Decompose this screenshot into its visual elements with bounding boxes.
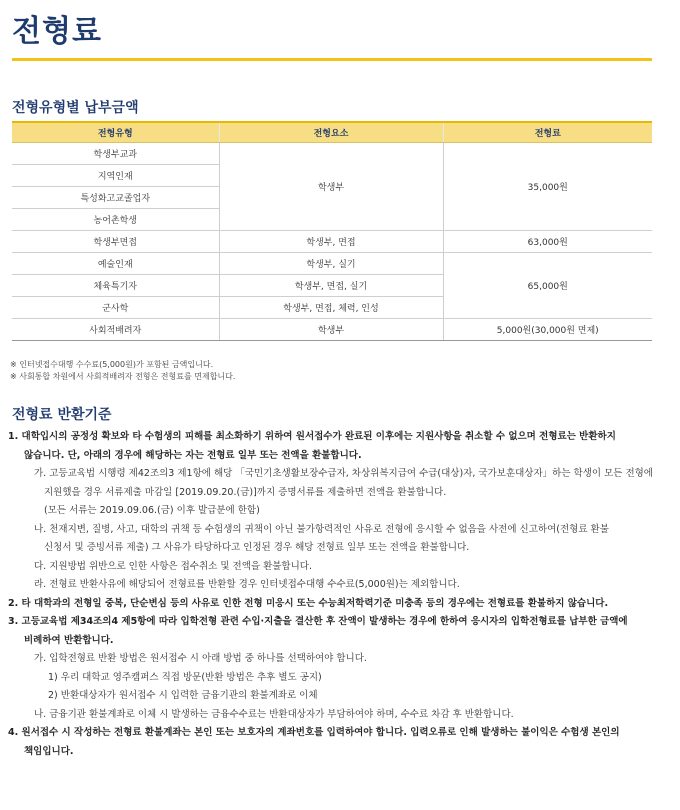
element-cell: 학생부 (219, 142, 443, 230)
header-fee: 전형료 (443, 122, 652, 142)
page-title: 전형료 (12, 14, 102, 49)
header-element: 전형요소 (219, 122, 443, 142)
rule-line: 신청서 및 증빙서류 제출) 그 사유가 타당하다고 인정된 경우 해당 전형료 일부 또는 전액을 환불합니다. (44, 542, 470, 553)
rule-line: 가. 고등교육법 시행령 제42조의3 제1항에 해당 「국민기초생활보장수급자, 차상위복지급여 수급(대상)자, 국가보훈대상자」하는 학생이 모든 전형에 (34, 468, 653, 479)
fee-cell: 65,000원 (443, 252, 652, 318)
rule-line: 라. 전형료 반환사유에 해당되어 전형료를 반환할 경우 인터넷접수대행 수수료(5,000원)는 제외합니다. (34, 579, 460, 590)
type-cell: 지역인재 (12, 164, 219, 186)
rule-line: 4. 원서접수 시 작성하는 전형료 환불계좌는 본인 또는 보호자의 계좌번호를 입력하여야 합니다. 입력오류로 인해 발생하는 불이익은 수험생 본인의 (8, 727, 620, 738)
rule-line: 가. 입학전형료 반환 방법은 원서접수 시 아래 방법 중 하나를 선택하여야 합니다. (34, 653, 367, 664)
type-cell: 학생부교과 (12, 142, 219, 164)
fee-table (12, 121, 652, 341)
type-cell: 군사학 (12, 296, 219, 318)
table-row (12, 252, 652, 274)
refund-section-title: 전형료 반환기준 (12, 407, 112, 423)
element-cell: 학생부, 실기 (219, 252, 443, 274)
refund-rules (8, 428, 658, 761)
rule-line: 2) 반환대상자가 원서접수 시 입력한 금융기관의 환불계좌로 이체 (48, 690, 318, 701)
fee-cell: 63,000원 (443, 230, 652, 252)
table-header-row (12, 122, 652, 142)
rule-line: 지원했을 경우 서류제출 마감일 [2019.09.20.(금)]까지 증명서류를 제출하면 전액을 환불합니다. (44, 486, 447, 498)
title-divider (12, 58, 652, 61)
type-cell: 사회적배려자 (12, 318, 219, 340)
element-cell: 학생부, 면접, 체력, 인성 (219, 296, 443, 318)
rule-line: (모든 서류는 2019.09.06.(금) 이후 발급분에 한함) (44, 505, 260, 516)
rule-line: 1) 우리 대학교 영주캠퍼스 직접 방문(반환 방법은 추후 별도 공지) (48, 671, 322, 683)
rule-line: 2. 타 대학과의 전형일 중복, 단순변심 등의 사유로 인한 전형 미응시 또는 수능최저학력기준 미충족 등의 경우에는 전형료를 환불하지 않습니다. (8, 597, 609, 609)
element-cell: 학생부, 면접 (219, 230, 443, 252)
element-cell: 학생부 (219, 318, 443, 340)
table-row (12, 230, 652, 252)
table-row (12, 318, 652, 340)
type-cell: 특성화고교졸업자 (12, 186, 219, 208)
type-cell: 농어촌학생 (12, 208, 219, 230)
fee-cell: 35,000원 (443, 142, 652, 230)
rule-line: 나. 천재지변, 질병, 사고, 대학의 귀책 등 수험생의 귀책이 아닌 불가항력적인 사유로 전형에 응시할 수 없음을 사전에 신고하여(전형료 환불 (34, 523, 609, 535)
rule-line: 비례하여 반환합니다. (24, 634, 114, 646)
note-line: ※ 사회통합 차원에서 사회적배려자 전형은 전형료를 면제합니다. (10, 372, 236, 381)
note-line: ※ 인터넷접수대행 수수료(5,000원)가 포함된 금액입니다. (10, 360, 214, 369)
rule-line: 다. 지원방법 위반으로 인한 사항은 접수취소 및 전액을 환불합니다. (34, 560, 312, 572)
rule-line: 않습니다. 단, 아래의 경우에 해당하는 자는 전형료 일부 또는 전액을 환불합니다. (24, 449, 362, 461)
type-cell: 예술인재 (12, 252, 219, 274)
rule-line: 1. 대학입시의 공정성 확보와 타 수험생의 피해를 최소화하기 위하여 원서접수가 완료된 이후에는 지원사항을 취소할 수 없으며 전형료는 반환하지 (8, 431, 616, 442)
element-cell: 학생부, 면접, 실기 (219, 274, 443, 296)
table-notes (10, 359, 235, 383)
type-cell: 학생부면접 (12, 230, 219, 252)
rule-line: 3. 고등교육법 제34조의4 제5항에 따라 입학전형 관련 수입·지출을 결산한 후 잔액이 발생하는 경우에 한하여 응시자의 입학전형료를 납부한 금액에 (8, 616, 628, 627)
header-type: 전형유형 (12, 122, 219, 142)
rule-line: 나. 금융기관 환불계좌로 이체 시 발생하는 금융수수료는 반환대상자가 부담하여야 하며, 수수료 차감 후 반환합니다. (34, 708, 514, 720)
fee-section-title: 전형유형별 납부금액 (12, 100, 139, 116)
rule-line: 책임입니다. (24, 745, 74, 757)
table-row (12, 142, 652, 164)
fee-cell: 5,000원(30,000원 면제) (443, 318, 652, 340)
type-cell: 체육특기자 (12, 274, 219, 296)
